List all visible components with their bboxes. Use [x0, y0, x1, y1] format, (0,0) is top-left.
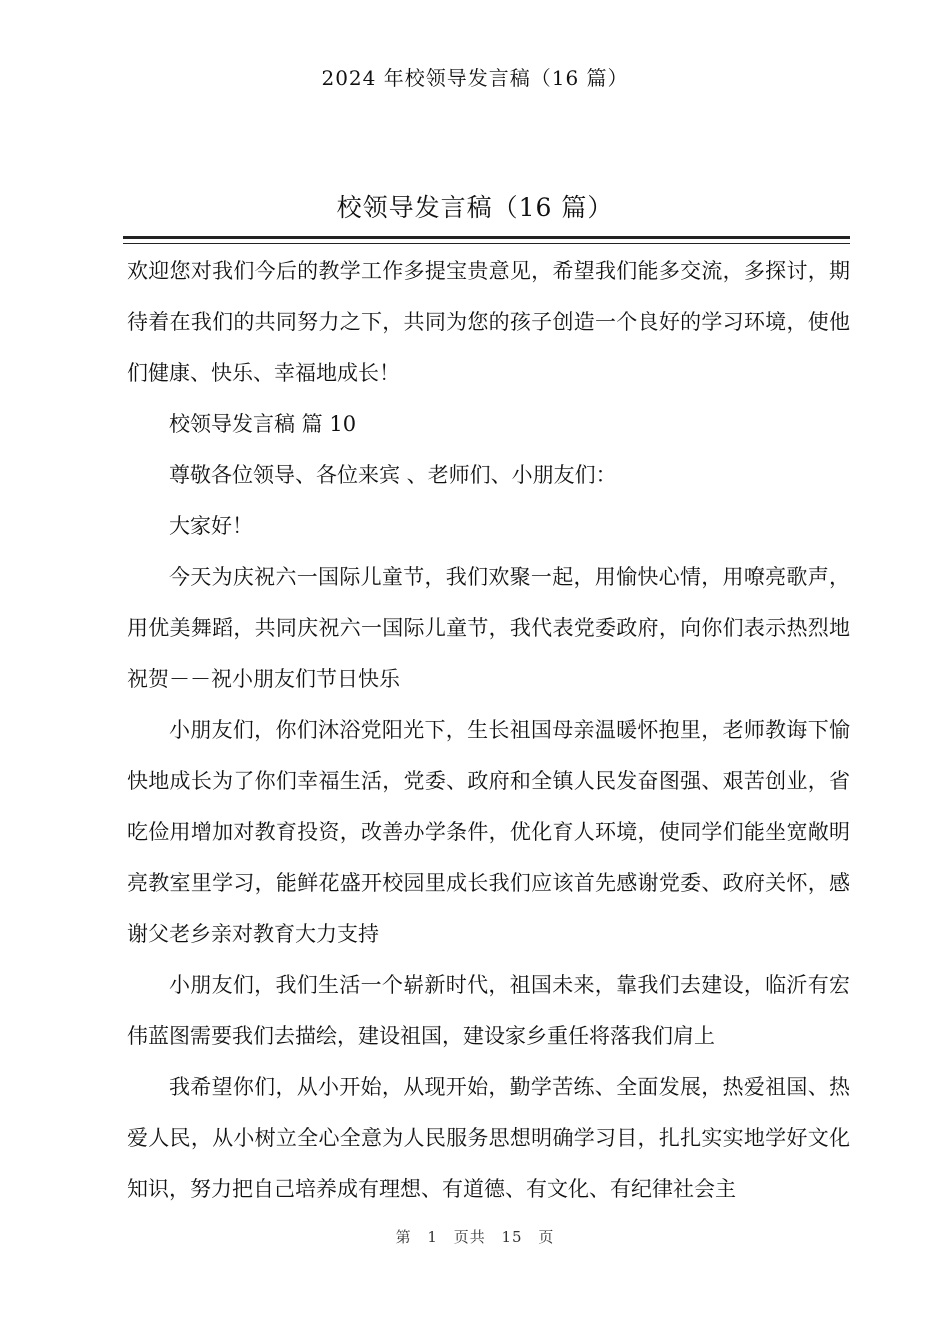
paragraph: 小朋友们，你们沐浴党阳光下，生长祖国母亲温暖怀抱里，老师教诲下愉快地成长为了你们幸福生活，党委、政府和全镇人民发奋图强、艰苦创业，省吃俭用增加对教育投资，改善办学条件，优化育人环境，使同学们能坐宽敞明亮教室里学习，能鲜花盛开校园里成长我们应该首先感谢党委、政府关怀，感谢父老乡亲对教育大力支持	[127, 718, 850, 946]
paragraph: 小朋友们，我们生活一个崭新时代，祖国未来，靠我们去建设，临沂有宏伟蓝图需要我们去描绘，建设祖国，建设家乡重任将落我们肩上	[127, 973, 850, 1048]
document-title: 校领导发言稿（16 篇）	[336, 193, 614, 222]
salutation: 尊敬各位领导、各位来宾 、老师们、小朋友们：	[169, 463, 617, 487]
paragraph: 我希望你们，从小开始，从现开始，勤学苦练、全面发展，热爱祖国、热爱人民，从小树立全心全意为人民服务思想明确学习目，扎扎实实地学好文化知识，努力把自己培养成有理想、有道德、有文化、有纪律社会主	[127, 1075, 850, 1201]
title-divider	[123, 236, 850, 244]
document-body	[127, 246, 850, 1215]
section-heading: 校领导发言稿 篇 10	[169, 412, 357, 436]
page-header: 2024 年校领导发言稿（16 篇）	[321, 66, 629, 90]
paragraph: 今天为庆祝六一国际儿童节，我们欢聚一起，用愉快心情，用嘹亮歌声，用优美舞蹈，共同庆祝六一国际儿童节，我代表党委政府，向你们表示热烈地祝贺－－祝小朋友们节日快乐	[127, 565, 850, 691]
page-footer: 第 1 页共 15 页	[395, 1228, 555, 1246]
greeting: 大家好！	[169, 514, 253, 538]
paragraph: 欢迎您对我们今后的教学工作多提宝贵意见，希望我们能多交流，多探讨，期待着在我们的共同努力之下，共同为您的孩子创造一个良好的学习环境，使他们健康、快乐、幸福地成长！	[127, 259, 850, 385]
